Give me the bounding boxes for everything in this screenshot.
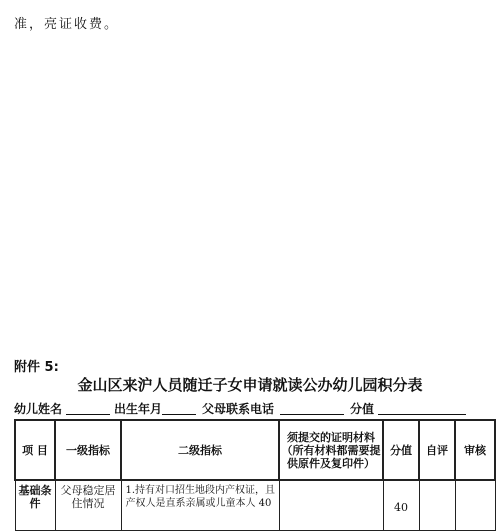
birth-date-blank[interactable] [162,400,196,415]
score-blank[interactable] [378,400,466,415]
form-title: 金山区来沪人员随迁子女申请就读公办幼儿园积分表 [77,376,423,394]
header-item: 项 目 [15,420,55,480]
applicant-info-line [14,400,494,416]
score-label: 分值 [350,402,375,416]
score-table [14,419,496,531]
child-name-label: 幼儿姓名 [14,402,63,416]
table-row [15,480,495,531]
child-name-blank[interactable] [66,400,110,415]
table-header-row [15,420,495,480]
row-review[interactable] [455,480,495,531]
attachment-label: 附件 5: [14,360,59,375]
header-level1: 一级指标 [55,420,121,480]
row-item: 基础条件 [15,480,55,531]
row-level2: 1.持有对口招生地段内产权证，且产权人是直系亲属或儿童本人 40 [121,480,279,531]
row-self-eval[interactable] [419,480,455,531]
parent-phone-label: 父母联系电话 [202,402,275,416]
header-review: 审核 [455,420,495,480]
parent-phone-blank[interactable] [280,400,344,415]
row-level1: 父母稳定居住情况 [55,480,121,531]
header-materials: 须提交的证明材料（所有材料都需要提供原件及复印件） [279,420,383,480]
continued-text: 准，亮证收费。 [14,17,120,32]
row-materials[interactable] [279,480,383,531]
birth-date-label: 出生年月 [114,402,163,416]
header-level2: 二级指标 [121,420,279,480]
header-points: 分值 [383,420,419,480]
row-points: 40 [383,480,419,531]
header-self-eval: 自评 [419,420,455,480]
